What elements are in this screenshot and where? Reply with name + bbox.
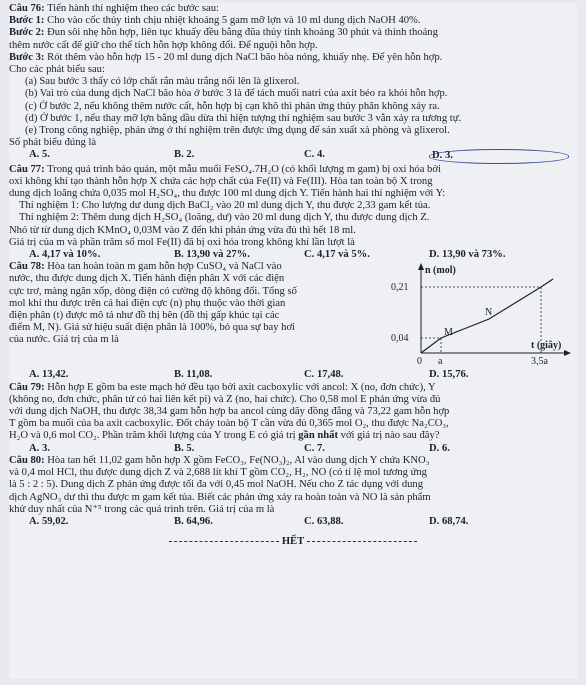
option-c[interactable]: C. 63,88.	[304, 515, 344, 527]
option-c[interactable]: C. 4,17 và 5%.	[304, 249, 370, 261]
emphasis-text: gần nhất	[298, 430, 338, 442]
question-text: điểm M, N). Giả sử hiệu suất điện phân là 100%, bỏ qua sự bay hơi	[9, 322, 296, 334]
option-b[interactable]: B. 64,96.	[174, 515, 213, 527]
x-tick-0: 0	[417, 356, 422, 366]
question-text: oxi không khí tạo thành hỗn hợp X chứa các hợp chất của Fe(II) và Fe(III). Hòa tan toàn bộ X trong	[9, 175, 433, 187]
y-axis-label: n (mol)	[425, 265, 456, 277]
option-c[interactable]: C. 17,48.	[304, 369, 344, 381]
point-m-label: M	[444, 327, 453, 339]
exam-page	[9, 3, 577, 679]
option-b[interactable]: B. 5.	[174, 442, 195, 454]
question-text: mol khí thu được trên cả hai điện cực (n) phụ thuộc vào thời gian	[9, 297, 286, 309]
question-prompt: với giá trị nào sau đây?	[340, 430, 440, 442]
x-axis-label: t (giây)	[531, 340, 562, 352]
end-text: HẾT	[281, 536, 305, 548]
x-axis-arrow	[564, 350, 571, 356]
statement-e: (e) Trong công nghiệp, phản ứng ở thí nghiệm trên được ứng dụng để sản xuất xà phòng và glixerol.	[25, 125, 450, 137]
question-text: Hòa tan hết 11,02 gam hỗn hợp X gồm FeCO₃, Fe(NO₃)₂, Al vào dung dịch Y chứa KNO₃	[47, 454, 430, 466]
experiment-2: Thí nghiệm 2: Thêm dung dịch H₂SO₄ (loãng, dư) vào 20 ml dung dịch Y, thu được dung dịch Z.	[19, 212, 430, 224]
question-number: Câu 76:	[9, 3, 45, 14]
step-label: Bước 1:	[9, 15, 45, 27]
question-text: cực trơ, màng ngăn xốp, dòng điện có cường độ không đổi. Tổng số	[9, 285, 297, 297]
statement-d: (d) Ở bước 1, nếu thay mỡ lợn bằng dầu dừa thì hiện tượng thí nghiệm sau bước 3 vẫn xảy ra tương tự.	[25, 112, 462, 124]
question-77	[9, 164, 577, 262]
option-d[interactable]: D. 68,74.	[429, 515, 469, 527]
option-a[interactable]: A. 59,02.	[29, 515, 69, 527]
electrolysis-graph	[381, 261, 577, 369]
question-text: Hòa tan hoàn toàn m gam hỗn hợp CuSO₄ và NaCl vào	[47, 261, 282, 273]
answer-options	[9, 369, 577, 381]
divider	[169, 541, 279, 542]
question-text: với dung dịch NaOH, thu được 38,34 gam hỗn hợp ba ancol cùng dãy đồng đẳng và 73,22 gam hỗn hợp	[9, 406, 450, 418]
question-number: Câu 79:	[9, 381, 45, 393]
option-c[interactable]: C. 4.	[304, 149, 325, 161]
y-axis-arrow	[418, 263, 424, 270]
question-prompt: khử duy nhất của N⁺⁵ trong các quá trình trên. Giá trị của m là	[9, 503, 275, 515]
statement-a: (a) Sau bước 3 thấy có lớp chất rắn màu trắng nổi lên là glixerol.	[25, 76, 300, 88]
option-a[interactable]: A. 3.	[29, 442, 50, 454]
step-label: Bước 2:	[9, 27, 45, 39]
option-b[interactable]: B. 13,90 và 27%.	[174, 249, 250, 261]
question-text: dịch AgNO₃ dư thì thu được m gam kết tủa. Biết các phản ứng xảy ra hoàn toàn và NO là sản phẩm	[9, 491, 431, 503]
step-text: Rót thêm vào hỗn hợp 15 - 20 ml dung dịch NaCl bão hòa nóng, khuấy nhẹ. Để yên hỗn hợp.	[47, 51, 443, 63]
option-a[interactable]: A. 13,42.	[29, 369, 69, 381]
statement-c: (c) Ở bước 2, nếu không thêm nước cất, hỗn hợp bị cạn khô thì phản ứng thủy phân không xảy ra.	[25, 100, 440, 112]
question-text: Hỗn hợp E gồm ba este mạch hở đều tạo bởi axit cacboxylic với ancol: X (no, đơn chức), Y	[47, 381, 436, 393]
question-text: là 5 : 2 : 5). Dung dịch Z phản ứng được tối đa với 0,45 mol NaOH. Nếu cho Z tác dụng với dung	[9, 479, 424, 491]
option-b[interactable]: B. 2.	[174, 149, 195, 161]
step-text: Cho vào cốc thủy tinh chịu nhiệt khoảng 5 gam mỡ lợn và 10 ml dung dịch NaOH 40%.	[47, 15, 421, 27]
option-a[interactable]: A. 5.	[29, 149, 50, 161]
question-prompt: của nước. Giá trị của m là	[9, 334, 119, 346]
question-number: Câu 80:	[9, 454, 45, 466]
question-text: (không no, đơn chức, phân tử có hai liên kết pi) và Z (no, hai chức). Cho 0,58 mol E phản ứng vừa đủ	[9, 393, 441, 405]
answer-options	[9, 516, 577, 528]
y-tick-004: 0,04	[391, 333, 409, 345]
question-text: và 0,4 mol HCl, thu được dung dịch Z và 2,688 lít khí T gồm CO₂, H₂, NO (có tỉ lệ mol tương ứng	[9, 467, 427, 479]
question-text: Tiến hành thí nghiệm theo các bước sau:	[47, 3, 219, 14]
question-number: Câu 77:	[9, 163, 45, 175]
option-c[interactable]: C. 7.	[304, 442, 325, 454]
question-text: điện phân (t) được mô tả như đồ thị bên (đồ thị gấp khúc tại các	[9, 310, 280, 322]
experiment-1: Thí nghiệm 1: Cho lượng dư dung dịch BaCl₂ vào 20 ml dung dịch Y, thu được 2,33 gam kết tủa.	[19, 200, 431, 212]
x-tick-a: a	[438, 356, 443, 366]
answer-options	[9, 249, 577, 261]
option-d[interactable]: D. 3.	[429, 149, 569, 163]
question-prompt: H₂O và 0,6 mol CO₂. Phần trăm khối lượng của Y trong E có giá trị	[9, 430, 296, 442]
point-n-label: N	[485, 307, 493, 319]
step-text: Đun sôi nhẹ hỗn hợp, liên tục khuấy đều bằng đũa thủy tinh khoảng 30 phút và thỉnh thoảng	[47, 27, 438, 39]
divider	[307, 541, 417, 542]
question-prompt: Giá trị của m và phần trăm số mol Fe(II) đã bị oxi hóa trong không khí lần lượt là	[9, 236, 355, 248]
question-number: Câu 78:	[9, 261, 45, 273]
option-a[interactable]: A. 4,17 và 10%.	[29, 249, 101, 261]
x-tick-35a: 3,5a	[531, 356, 548, 366]
statement-b: (b) Vai trò của dung dịch NaCl bão hòa ở bước 3 là để tách muối natri của axit béo ra khỏi hỗn hợp.	[25, 88, 448, 100]
option-d[interactable]: D. 15,76.	[429, 369, 469, 381]
answer-options	[9, 149, 577, 163]
graph-svg	[381, 261, 577, 365]
y-tick-021: 0,21	[391, 282, 409, 294]
question-text: dung dịch loãng chứa 0,035 mol H₂SO₄, thu được 100 ml dung dịch Y. Tiến hành hai thí nghiệm với Y:	[9, 188, 446, 200]
statement-intro: Cho các phát biểu sau:	[9, 64, 105, 76]
option-d[interactable]: D. 6.	[429, 442, 450, 454]
option-d[interactable]: D. 13,90 và 73%.	[429, 249, 506, 261]
end-marker	[9, 536, 577, 548]
question-79	[9, 382, 577, 455]
step-text: thêm nước cất để giữ cho thể tích hỗn hợp không đổi. Để nguội hỗn hợp.	[9, 39, 318, 51]
question-text: T gồm ba muối của ba axit cacboxylic. Đốt cháy toàn bộ T cần vừa đủ 0,365 mol O₂, thu được Na₂CO₃,	[9, 418, 449, 430]
question-78	[9, 261, 577, 369]
step-label: Bước 3:	[9, 51, 45, 63]
answer-options	[9, 443, 577, 455]
question-text: Trong quá trình bảo quản, một mẫu muối FeSO₄.7H₂O (có khối lượng m gam) bị oxi hóa bởi	[47, 163, 441, 175]
question-76	[9, 3, 577, 164]
question-text: Nhỏ từ từ dung dịch KMnO₄ 0,03M vào Z đến khi phản ứng vừa đủ thì hết 18 ml.	[9, 224, 356, 236]
option-b[interactable]: B. 11,08.	[174, 369, 213, 381]
question-80	[9, 455, 577, 528]
question-prompt: Số phát biểu đúng là	[9, 137, 97, 149]
question-text: nước, thu được dung dịch X. Tiến hành điện phân X với các điện	[9, 273, 285, 285]
